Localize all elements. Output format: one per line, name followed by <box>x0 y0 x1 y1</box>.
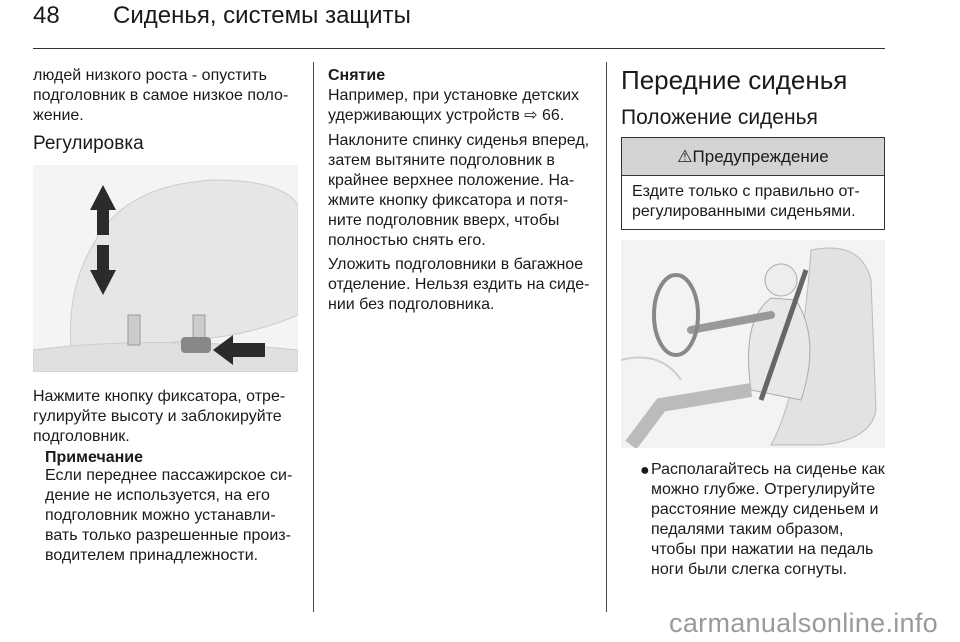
warning-header <box>622 138 884 176</box>
adjustment-paragraph: Нажмите кнопку фиксатора, отре- гулируйте высоту и заблокируйте подголовник. <box>33 388 286 445</box>
page-number: 48 <box>33 2 60 29</box>
warning-icon: ⚠ <box>677 147 693 166</box>
seating-position-figure <box>621 240 885 448</box>
section-heading-adjustment: Регулировка <box>33 133 144 154</box>
removal-paragraph-1 <box>328 86 603 126</box>
removal-paragraph-3: Уложить подголовники в багажное отделение. Нельзя ездить на сиде- нии без подголовника. <box>328 256 590 313</box>
page-title: Сиденья, системы защиты <box>113 2 411 29</box>
intro-paragraph: людей низкого роста - опустить подголовник в самое низкое поло- жение. <box>33 67 289 124</box>
warning-text: Ездите только с правильно от- регулированными сиденьями. <box>632 183 860 220</box>
section-heading-front-seats: Передние сиденья <box>621 65 848 95</box>
warning-title: Предупреждение <box>692 147 829 166</box>
removal-paragraph-2: Наклоните спинку сиденья вперед, затем вытяните подголовник в крайнее верхнее положение. На- жмите кнопку фиксатора и потя- ните подголовник вверх, чтобы полностью снять его. <box>328 132 590 249</box>
warning-box <box>621 137 885 230</box>
page-reference-link[interactable]: 66. <box>537 107 565 124</box>
note-title: Примечание <box>45 449 144 466</box>
note-text: Если переднее пассажирское си- дение не используется, на его подголовник можно устанавли- вать только разрешенные произ- водителем принадлежности. <box>45 467 293 564</box>
section-heading-removal: Снятие <box>328 67 386 84</box>
column-divider <box>606 62 607 612</box>
seat-position-bullet-text: Располагайтесь на сиденье как можно глубже. Отрегулируйте расстояние между сиденьем и педалями таким образом, чтобы при нажатии на педаль ноги были слегка согнуты. <box>651 461 885 578</box>
column-divider <box>313 62 314 612</box>
header-rule <box>33 48 885 49</box>
subsection-heading-seat-position: Положение сиденья <box>621 106 818 129</box>
page-reference-icon: ⇨ <box>524 107 538 124</box>
headrest-figure <box>33 165 298 372</box>
removal-text: Например, при установке детских удерживающих устройств <box>328 87 579 124</box>
bullet-icon: ● <box>640 462 650 479</box>
watermark: carmanualsonline.info <box>669 608 938 638</box>
